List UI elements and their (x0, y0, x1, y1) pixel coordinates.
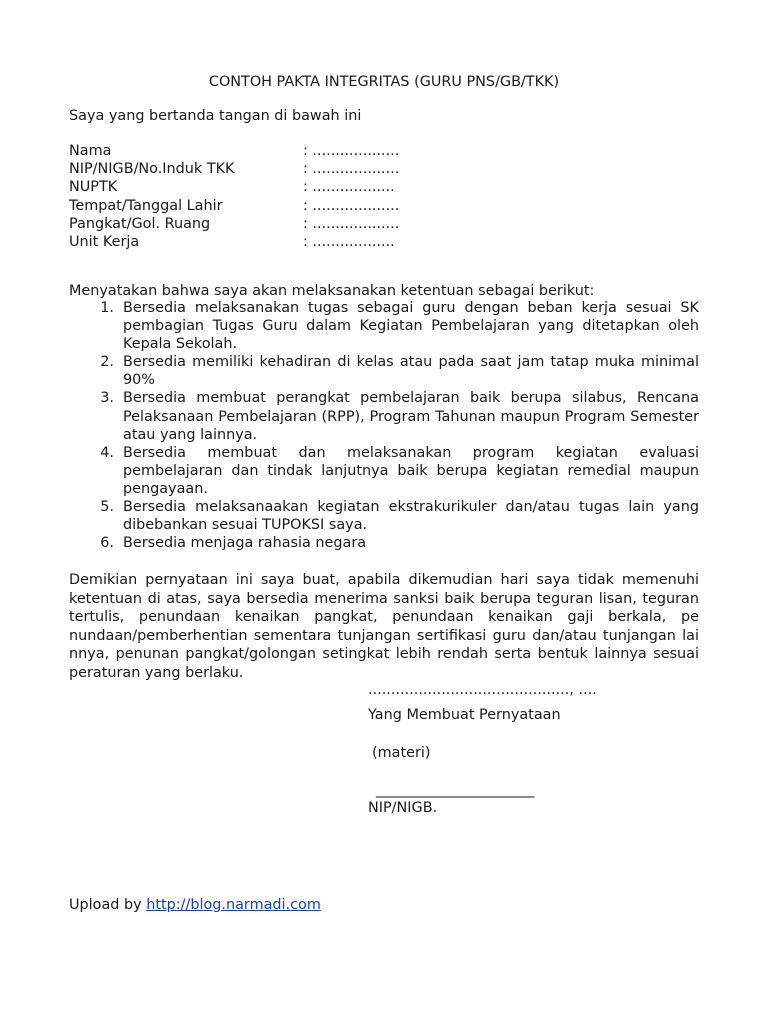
list-item (69, 444, 699, 498)
field-value: : .................. (303, 233, 395, 250)
item-text: Bersedia memiliki kehadiran di kelas atau pada saat jam tatap muka minimal 90% (123, 354, 699, 389)
field-label: NUPTK (69, 179, 118, 196)
field-row-nuptk (69, 178, 429, 196)
list-item (69, 389, 699, 443)
field-row-nip (69, 160, 429, 178)
field-label: Pangkat/Gol. Ruang (69, 215, 211, 232)
item-text: Bersedia melaksanaakan kegiatan ekstrakurikuler dan/atau tugas lain yang dibebankan sesuai TUPOKSI saya. (123, 499, 699, 534)
item-text: Bersedia membuat perangkat pembelajaran baik berupa silabus, Rencana Pelaksanaan Pembelajaran (RPP), Program Tahunan maupun Program Semester atau yang lainnya. (123, 390, 699, 443)
field-label: Nama (69, 143, 112, 159)
intro-text: Saya yang bertanda tangan di bawah ini (69, 108, 362, 124)
field-value: : ................... (303, 161, 400, 178)
signature-line: ______________________ (376, 782, 535, 798)
field-value: : ................... (303, 215, 400, 232)
field-row-nama (69, 142, 429, 160)
closing-paragraph: Demikian pernyataan ini saya buat, apabila dikemudian hari saya tidak memenuhi ketentuan di atas, saya bersedia menerima sanksi baik berupa teguran lisan, teguran tertulis, penundaan kenaikan pangkat, penundaan kenaikan gaji berkala, pe nundaan/pemberhentian sementara tunjangan sertifikasi guru dan/atau tunjangan lai nnya, penunan pangkat/golongan setingkat lebih rendah serta bentuk lainnya sesuai peraturan yang berlaku. (69, 572, 699, 681)
field-label: NIP/NIGB/No.Induk TKK (69, 161, 235, 178)
upload-link[interactable]: http://blog.narmadi.com (146, 897, 321, 913)
field-value: : .................. (303, 179, 395, 196)
document-title: CONTOH PAKTA INTEGRITAS (GURU PNS/GB/TKK) (208, 74, 560, 90)
item-number: 1. (100, 300, 114, 316)
list-item (69, 534, 699, 552)
item-number: 6. (100, 535, 114, 552)
field-row-ttl (69, 197, 429, 215)
list-item (69, 498, 699, 534)
field-label: Tempat/Tanggal Lahir (69, 197, 223, 214)
item-number: 4. (100, 444, 114, 461)
declaration-text: Menyatakan bahwa saya akan melaksanakan ketentuan sebagai berikut: (69, 283, 595, 299)
identity-fields (69, 142, 429, 251)
signature-block (368, 681, 597, 817)
field-row-pangkat (69, 215, 429, 233)
upload-prefix: Upload by (69, 897, 142, 913)
field-value: : ................... (303, 197, 400, 214)
item-number: 5. (100, 499, 114, 516)
upload-credit (69, 896, 321, 914)
item-number: 2. (100, 354, 114, 371)
list-item (69, 299, 699, 353)
field-label: Unit Kerja (69, 233, 140, 250)
item-text: Bersedia melaksanakan tugas sebagai guru dengan beban kerja sesuai SK pembagian Tugas Guru dalam Kegiatan Pembelajaran yang ditetapkan oleh Kepala Sekolah. (123, 300, 699, 353)
item-text: Bersedia membuat dan melaksanakan program kegiatan evaluasi pembelajaran dan tindak lanjutnya baik berupa kegiatan remedial maupun pengayaan. (123, 444, 699, 497)
place-date-line: ............................................, .... (368, 682, 597, 698)
signer-caption: Yang Membuat Pernyataan (368, 707, 561, 723)
field-value: : ................... (303, 143, 400, 159)
signer-nip-label: NIP/NIGB. (368, 800, 438, 816)
stamp-placeholder: (materi) (372, 745, 431, 761)
item-text: Bersedia menjaga rahasia negara (123, 535, 367, 552)
list-item (69, 353, 699, 389)
field-row-unit-kerja (69, 233, 429, 251)
item-number: 3. (100, 390, 114, 407)
commitment-list (69, 299, 699, 552)
